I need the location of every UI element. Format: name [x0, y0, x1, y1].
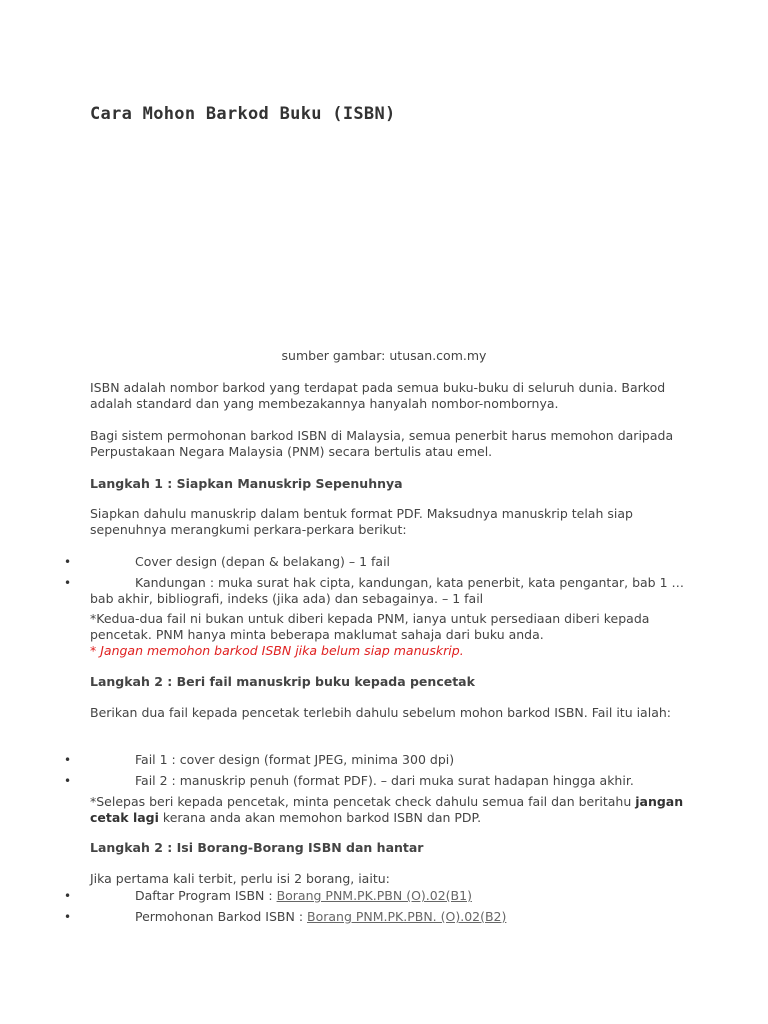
list-item	[64, 752, 690, 768]
bullet-icon: •	[64, 576, 72, 590]
step2-intro: Berikan dua fail kepada pencetak terlebih dahulu sebelum mohon barkod ISBN. Fail itu ialah:	[90, 705, 671, 720]
paragraph-pnm: Bagi sistem permohonan barkod ISBN di Malaysia, semua penerbit harus memohon daripada Perpustakaan Negara Malaysia (PNM) secara bertulis atau emel.	[90, 428, 674, 459]
step2-note	[90, 794, 690, 826]
step1-note	[90, 611, 690, 659]
list-item	[64, 888, 690, 904]
list-item-text: Fail 2 : manuskrip penuh (format PDF). – dari muka surat hadapan hingga akhir.	[135, 773, 634, 788]
list-item-text: Kandungan : muka surat hak cipta, kandungan, kata penerbit, kata pengantar, bab 1 … bab akhir, bibliografi, indeks (jika ada) dan sebagainya. – 1 fail	[90, 575, 684, 606]
step2-note-bold: jangan cetak lagi	[90, 794, 684, 825]
step1-note-text: *Kedua-dua fail ni bukan untuk diberi kepada PNM, ianya untuk persediaan diberi kepada pencetak. PNM hanya minta beberapa maklumat sahaja dari buku anda.	[90, 611, 650, 642]
step2-note-post: kerana anda akan memohon barkod ISBN dan PDP.	[158, 810, 482, 825]
list-item-text: Cover design (depan & belakang) – 1 fail	[135, 554, 391, 569]
form-b1-link[interactable]: Borang PNM.PK.PBN (O).02(B1)	[276, 888, 472, 903]
step2-heading: Langkah 2 : Beri fail manuskrip buku kepada pencetak	[90, 674, 475, 689]
bullet-icon: •	[64, 910, 72, 924]
step3-heading: Langkah 2 : Isi Borang-Borang ISBN dan hantar	[90, 840, 424, 855]
bullet-icon: •	[64, 774, 72, 788]
form-label: Permohonan Barkod ISBN :	[135, 909, 308, 924]
step3-intro: Jika pertama kali terbit, perlu isi 2 borang, iaitu:	[90, 871, 390, 886]
bullet-icon: •	[64, 753, 72, 767]
paragraph-isbn-intro: ISBN adalah nombor barkod yang terdapat pada semua buku-buku di seluruh dunia. Barkod adalah standard dan yang membezakannya hanyalah nombor-nombornya.	[90, 380, 666, 411]
image-caption: sumber gambar: utusan.com.my	[281, 348, 487, 363]
bullet-icon: •	[64, 555, 72, 569]
form-b2-link[interactable]: Borang PNM.PK.PBN. (O).02(B2)	[307, 909, 507, 924]
step1-heading: Langkah 1 : Siapkan Manuskrip Sepenuhnya	[90, 476, 403, 491]
list-item	[64, 575, 690, 607]
step1-intro: Siapkan dahulu manuskrip dalam bentuk format PDF. Maksudnya manuskrip telah siap sepenuhnya merangkumi perkara-perkara berikut:	[90, 506, 633, 537]
bullet-icon: •	[64, 889, 72, 903]
list-item	[64, 909, 690, 925]
step1-warning: * Jangan memohon barkod ISBN jika belum siap manuskrip.	[90, 643, 464, 658]
list-item	[64, 554, 690, 570]
list-item-text: Fail 1 : cover design (format JPEG, minima 300 dpi)	[135, 752, 455, 767]
step2-note-pre: *Selepas beri kepada pencetak, minta pencetak check dahulu semua fail dan beritahu	[90, 794, 636, 809]
list-item	[64, 773, 690, 789]
form-label: Daftar Program ISBN :	[135, 888, 277, 903]
page-title: Cara Mohon Barkod Buku (ISBN)	[90, 104, 396, 124]
